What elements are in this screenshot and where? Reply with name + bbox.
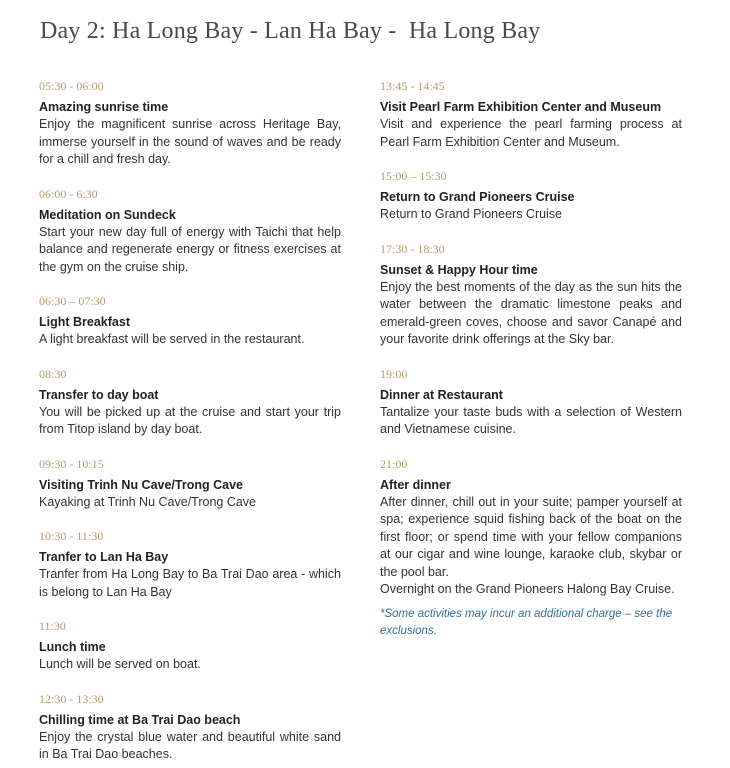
item-name: Return to Grand Pioneers Cruise — [380, 190, 575, 204]
schedule-item — [380, 78, 682, 151]
item-description: You will be picked up at the cruise and start your trip from Titop island by day boat. — [39, 404, 341, 436]
schedule-item — [39, 456, 341, 512]
charges-note: *Some activities may incur an additional charge – see the exclusions. — [380, 608, 673, 637]
item-description: After dinner, chill out in your suite; pamper yourself at spa; experience squid fishing back of the boat on the first floor; or spend time with your fellow companions at our cigar and wine lounge, karaoke club, skybar or the pool bar. — [380, 494, 682, 579]
item-name: After dinner — [380, 477, 451, 492]
item-name: Transfer to day boat — [39, 387, 159, 402]
item-description: A light breakfast will be served in the restaurant. — [39, 332, 305, 346]
item-name: Amazing sunrise time — [39, 100, 169, 114]
item-name: Visit Pearl Farm Exhibition Center and Museum — [380, 100, 662, 114]
item-name: Sunset & Happy Hour time — [380, 262, 538, 277]
item-time: 19:00 — [380, 366, 408, 381]
item-description: Tantalize your taste buds with a selection of Western and Vietnamese cuisine. — [380, 404, 682, 436]
item-description: Tranfer from Ha Long Bay to Ba Trai Dao area - which is belong to Lan Ha Bay — [39, 567, 341, 599]
schedule-item — [39, 618, 341, 674]
schedule-item — [380, 241, 682, 349]
item-name: Tranfer to Lan Ha Bay — [39, 550, 169, 564]
schedule-item — [380, 456, 682, 599]
item-time: 12:30 - 13:30 — [39, 691, 104, 706]
item-description: Kayaking at Trinh Nu Cave/Trong Cave — [39, 494, 257, 509]
item-time: 05:30 - 06:00 — [39, 79, 104, 93]
item-description-extra: Overnight on the Grand Pioneers Halong Bay Cruise. — [380, 582, 675, 596]
item-time: 17:30 - 18:30 — [380, 241, 445, 256]
item-description: Start your new day full of energy with Taichi that help balance and regenerate energy or fitness exercises at the gym on the cruise ship. — [39, 224, 341, 274]
page-title: Day 2: Ha Long Bay - Lan Ha Bay - Ha Long Bay — [40, 18, 541, 44]
schedule-item — [39, 186, 341, 277]
schedule-column-right — [380, 78, 682, 599]
item-time: 10:30 - 11:30 — [39, 529, 104, 543]
item-time: 06:00 - 6:30 — [39, 186, 98, 201]
item-description: Enjoy the crystal blue water and beautiful white sand in Ba Trai Dao beaches. — [39, 729, 341, 761]
schedule-column-left — [39, 78, 341, 764]
item-time: 21:00 — [380, 456, 408, 471]
item-time: 06:30 – 07:30 — [39, 294, 106, 308]
item-description: Visit and experience the pearl farming process at Pearl Farm Exhibition Center and Museum. — [380, 117, 682, 149]
schedule-item — [39, 78, 341, 169]
schedule-item — [39, 528, 341, 601]
schedule-item — [39, 691, 341, 764]
item-description: Enjoy the magnificent sunrise across Heritage Bay, immerse yourself in the sound of waves and be ready for a chill and fresh day. — [39, 117, 341, 166]
item-name: Meditation on Sundeck — [39, 207, 176, 222]
item-time: 09:30 - 10:15 — [39, 456, 104, 471]
item-name: Chilling time at Ba Trai Dao beach — [39, 712, 241, 727]
item-name: Visiting Trinh Nu Cave/Trong Cave — [39, 477, 243, 492]
item-description: Lunch will be served on boat. — [39, 657, 201, 671]
schedule-item — [39, 293, 341, 349]
item-time: 15:00 – 15:30 — [380, 169, 447, 183]
item-name: Light Breakfast — [39, 315, 130, 329]
schedule-item — [380, 366, 682, 439]
item-name: Dinner at Restaurant — [380, 387, 503, 402]
item-time: 08:30 — [39, 366, 67, 381]
schedule-item — [380, 168, 682, 224]
schedule-item — [39, 366, 341, 439]
item-description: Return to Grand Pioneers Cruise — [380, 207, 563, 221]
item-name: Lunch time — [39, 640, 106, 654]
item-time: 13:45 - 14:45 — [380, 79, 445, 93]
item-description: Enjoy the best moments of the day as the sun hits the water between the dramatic limestone peaks and emerald-green coves, choose and savor Canapé and your favorite drink offerings at the Sky bar. — [380, 279, 682, 346]
item-time: 11:30 — [39, 619, 66, 633]
